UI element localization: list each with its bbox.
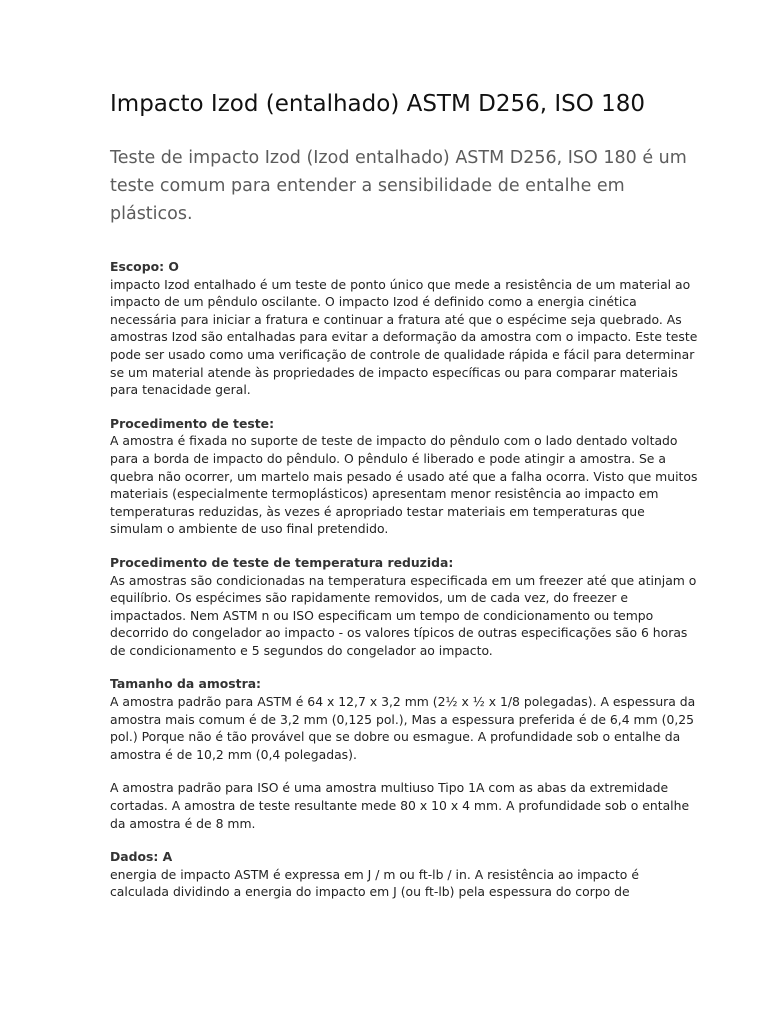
section-data bbox=[110, 848, 698, 901]
section-test-procedure bbox=[110, 415, 698, 538]
section-text: As amostras são condicionadas na temperatura especificada em um freezer até que atinjam o equilíbrio. Os espécimes são rapidamente removidos, um de cada vez, do freezer e impactados. Nem ASTM n ou ISO especificam um tempo de condicionamento ou tempo decorrido do congelador ao impacto - os valores típicos de outras especificações são 6 horas de condicionamento e 5 segundos do congelador ao impacto. bbox=[110, 572, 697, 658]
section-text: A amostra padrão para ISO é uma amostra multiuso Tipo 1A com as abas da extremidade cortadas. A amostra de teste resultante mede 80 x 10 x 4 mm. A profundidade sob o entalhe da amostra é de 8 mm. bbox=[110, 780, 690, 831]
section-heading: Procedimento de teste: bbox=[110, 415, 275, 431]
section-heading: Dados: A bbox=[110, 849, 173, 865]
section-iso-sample bbox=[110, 779, 698, 832]
section-text: A amostra padrão para ASTM é 64 x 12,7 x 3,2 mm (2½ x ½ x 1/8 polegadas). A espessura da amostra mais comum é de 3,2 mm (0,125 pol.), Mas a espessura preferida é de 6,4 mm (0,25 pol.) Porque não é tão provável que se dobre ou esmague. A profundidade sob o entalhe da amostra é de 10,2 mm (0,4 polegadas). bbox=[110, 694, 696, 762]
section-text: impacto Izod entalhado é um teste de ponto único que mede a resistência de um material ao impacto de um pêndulo oscilante. O impacto Izod é definido como a energia cinética necessária para iniciar a fratura e continuar a fratura até que o espécime seja quebrado. As amostras Izod são entalhadas para evitar a deformação da amostra com o impacto. Este teste pode ser usado como uma verificação de controle de qualidade rápida e fácil para determinar se um material atende às propriedades de impacto específicas ou para comparar materiais para tenacidade geral. bbox=[110, 276, 698, 398]
section-text: A amostra é fixada no suporte de teste de impacto do pêndulo com o lado dentado voltado para a borda de impacto do pêndulo. O pêndulo é liberado e pode atingir a amostra. Se a quebra não ocorrer, um martelo mais pesado é usado até que a falha ocorra. Visto que muitos materiais (especialmente termoplásticos) apresentam menor resistência ao impacto em temperaturas reduzidas, às vezes é apropriado testar materiais em temperaturas que simulam o ambiente de uso final pretendido. bbox=[110, 433, 698, 537]
document-title: Impacto Izod (entalhado) ASTM D256, ISO 180 bbox=[110, 91, 646, 117]
section-scope bbox=[110, 258, 698, 399]
section-heading: Procedimento de teste de temperatura reduzida: bbox=[110, 554, 454, 570]
section-sample-size bbox=[110, 675, 698, 763]
section-reduced-temperature bbox=[110, 554, 698, 660]
document-subtitle: Teste de impacto Izod (Izod entalhado) ASTM D256, ISO 180 é um teste comum para entender a sensibilidade de entalhe em plásticos. bbox=[110, 148, 687, 224]
section-text: energia de impacto ASTM é expressa em J / m ou ft-lb / in. A resistência ao impacto é calculada dividindo a energia do impacto em J (ou ft-lb) pela espessura do corpo de bbox=[110, 866, 639, 900]
section-heading: Escopo: O bbox=[110, 259, 179, 274]
section-heading: Tamanho da amostra: bbox=[110, 676, 262, 692]
